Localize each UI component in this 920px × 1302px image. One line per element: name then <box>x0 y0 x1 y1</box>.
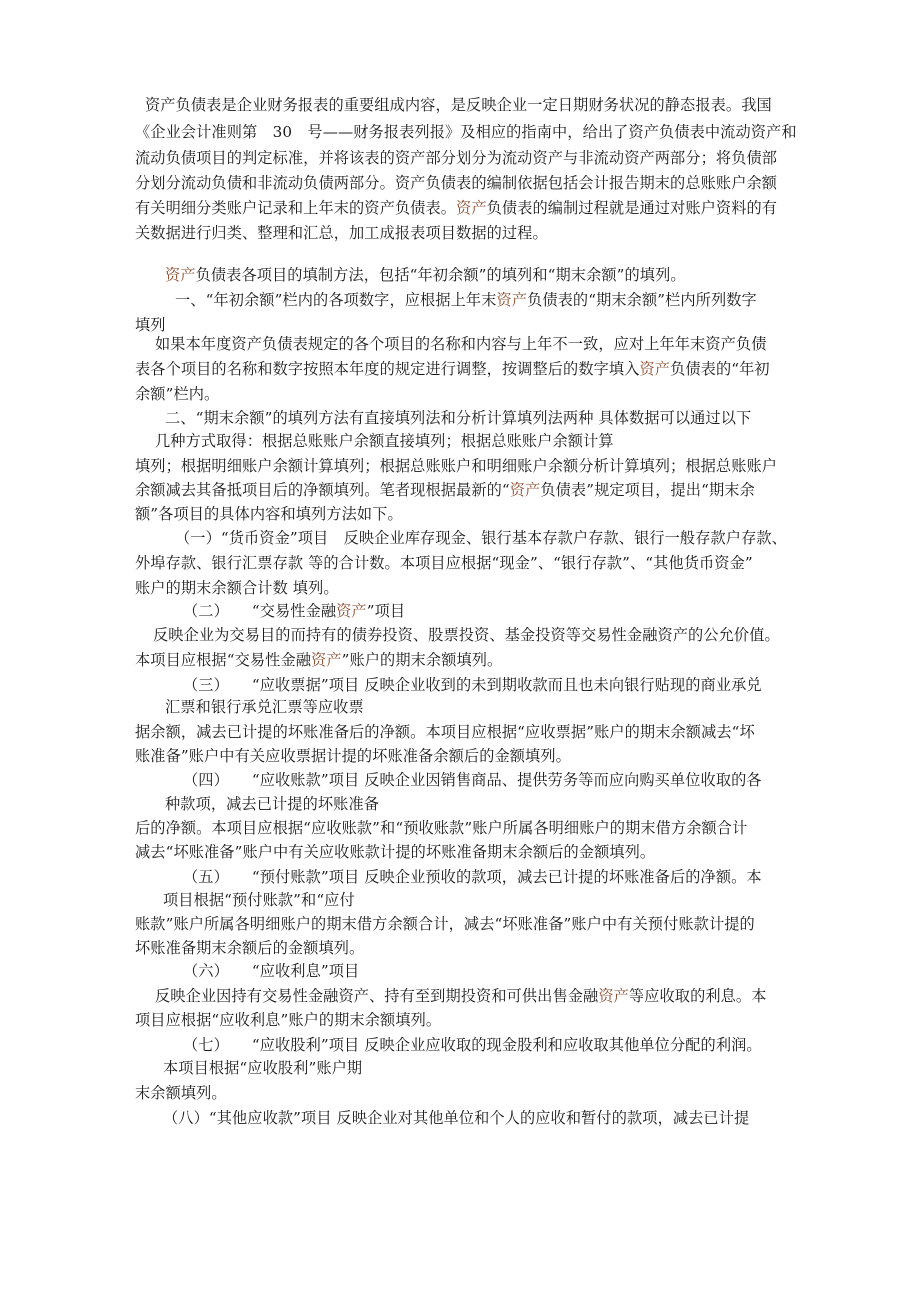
highlighted-term: 资产 <box>456 199 487 217</box>
text-segment: 有关明细分类账户记录和上年末的资产负债表。 <box>135 199 457 217</box>
text-line <box>135 480 755 500</box>
text-segment: 项目根据“预付账款”和“应付 <box>163 891 355 909</box>
text-segment: 关数据进行归类、整理和汇总，加工成报表项目数据的过程。 <box>135 224 548 242</box>
text-segment: 余额减去其备抵项目后的净额填列。笔者现根据最新的“ <box>135 481 510 499</box>
text-segment: 负债表各项目的填制方法，包括“年初余额”的填列和“期末余额”的填列。 <box>195 266 686 284</box>
text-line <box>183 1035 762 1055</box>
highlighted-term: 资产 <box>639 360 671 378</box>
text-line <box>135 578 339 598</box>
text-line <box>165 794 379 814</box>
text-segment: （四） “应收账款”项目 反映企业因销售商品、提供劳务等而应向购买单位收取的各 <box>183 771 762 789</box>
highlighted-term: 资产 <box>598 987 629 1005</box>
text-segment: 二、“期末余额”的填列方法有直接填列法和分析计算填列法两种 具体数据可以通过以下 <box>165 409 752 427</box>
text-line <box>163 1058 362 1078</box>
text-segment: （八）“其他应收款”项目 反映企业对其他单位和个人的应收和暂付的款项，减去已计提 <box>163 1109 750 1127</box>
text-line <box>163 890 355 910</box>
text-segment: 本项目应根据“交易性金融 <box>135 651 312 669</box>
text-segment: 资产负债表是企业财务报表的重要组成内容，是反映企业一定日期财务状况的静态报表。我国 <box>145 96 772 114</box>
text-segment: 反映企业为交易目的而持有的债券投资、股票投资、基金投资等交易性金融资产的公允价值。 <box>153 626 780 644</box>
text-line <box>163 1108 749 1128</box>
text-line <box>135 553 753 573</box>
text-segment: 后的净额。本项目应根据“应收账款”和“预收账款”账户所属各明细账户的期末借方余额合计 <box>135 819 748 837</box>
text-line <box>135 122 797 142</box>
text-segment: 账准备”账户中有关应收票据计提的坏账准备余额后的金额填列。 <box>135 747 571 765</box>
text-segment: 几种方式取得：根据总账账户余额直接填列；根据总账账户余额计算 <box>155 432 614 450</box>
text-segment: （七） “应收股利”项目 反映企业应收取的现金股利和应收取其他单位分配的利润。 <box>183 1036 762 1054</box>
text-line <box>135 722 755 742</box>
text-line <box>135 173 777 193</box>
text-segment: （三） “应收票据”项目 反映企业收到的未到期收款而且也未向银行贴现的商业承兑 <box>183 676 762 694</box>
text-segment: 《企业会计准则第 30 号——财务报表列报》及相应的指南中，给出了资产负债表中流动资产和 <box>135 123 797 141</box>
text-line <box>165 265 686 285</box>
text-segment: 一、“年初余额”栏内的各项数字，应根据上年末 <box>175 291 497 309</box>
text-line <box>175 290 757 310</box>
highlighted-term: 资产 <box>311 651 342 669</box>
text-segment: 项目应根据“应收利息”账户的期末余额填列。 <box>135 1011 442 1029</box>
text-segment: 表各个项目的名称和数字按照本年度的规定进行调整，按调整后的数字填入 <box>135 360 640 378</box>
text-segment: 账款”账户所属各明细账户的期末借方余额合计，减去“坏账准备”账户中有关预付账款计提的 <box>135 915 755 933</box>
text-line <box>155 431 614 451</box>
text-line <box>165 697 364 717</box>
text-segment: （二） “交易性金融 <box>183 602 337 620</box>
text-line <box>183 961 359 981</box>
highlighted-term: 资产 <box>509 481 541 499</box>
text-line <box>135 223 548 243</box>
text-line <box>183 770 762 790</box>
text-line <box>135 384 219 404</box>
text-segment: 反映企业因持有交易性金融资产、持有至到期投资和可供出售金融 <box>155 987 599 1005</box>
text-line <box>135 456 777 476</box>
text-segment: 额”各项目的具体内容和填列方法如下。 <box>135 505 403 523</box>
text-line <box>135 914 755 934</box>
text-line <box>135 1083 227 1103</box>
text-segment: 种款项，减去已计提的坏账准备 <box>165 795 380 813</box>
text-line <box>183 867 762 887</box>
text-line <box>183 675 762 695</box>
text-line <box>135 504 403 524</box>
text-segment: （五） “预付账款”项目 反映企业预收的款项，减去已计提的坏账准备后的净额。本 <box>183 868 762 886</box>
text-line <box>135 198 777 218</box>
text-line <box>135 818 747 838</box>
text-line <box>155 986 767 1006</box>
text-segment: 减去“坏账准备”账户中有关应收账款计提的坏账准备期末余额后的金额填列。 <box>135 843 656 861</box>
text-segment: 负债表”规定项目，提出“期末余 <box>540 481 755 499</box>
text-line <box>135 359 770 379</box>
text-segment: 负债表的“期末余额”栏内所列数字 <box>527 291 757 309</box>
text-line <box>135 1010 441 1030</box>
text-line <box>135 842 655 862</box>
text-line <box>155 334 767 354</box>
text-segment: 等应收取的利息。本 <box>628 987 767 1005</box>
text-line <box>165 408 751 428</box>
text-line <box>175 528 787 548</box>
text-segment: 负债表的编制过程就是通过对账户资料的有 <box>486 199 778 217</box>
text-segment: （六） “应收利息”项目 <box>183 962 360 980</box>
text-segment: 据余额，减去已计提的坏账准备后的净额。本项目应根据“应收票据”账户的期末余额减去“坏 <box>135 723 755 741</box>
text-segment: 填列；根据明细账户余额计算填列；根据总账账户和明细账户余额分析计算填列；根据总账账户 <box>135 457 778 475</box>
text-segment: 账户的期末余额合计数 填列。 <box>135 579 339 597</box>
text-segment: （一）“货币资金”项目 反映企业库存现金、银行基本存款户存款、银行一般存款户存款、 <box>175 529 787 547</box>
text-segment: 坏账准备期末余额后的金额填列。 <box>135 939 365 957</box>
text-segment: 填列 <box>135 316 166 334</box>
text-line <box>135 938 364 958</box>
highlighted-term: 资产 <box>496 291 528 309</box>
text-line <box>135 315 166 335</box>
text-segment: 如果本年度资产负债表规定的各个项目的名称和内容与上年不一致，应对上年年末资产负债 <box>155 335 767 353</box>
text-segment: 本项目根据“应收股利”账户期 <box>163 1059 363 1077</box>
text-segment: ”账户的期末余额填列。 <box>341 651 503 669</box>
text-line <box>135 650 502 670</box>
text-line <box>135 746 571 766</box>
text-line <box>183 601 405 621</box>
text-segment: 汇票和银行承兑汇票等应收票 <box>165 698 364 716</box>
text-segment: ”项目 <box>366 602 406 620</box>
highlighted-term: 资产 <box>336 602 367 620</box>
text-line <box>135 148 777 168</box>
text-line <box>145 95 772 115</box>
text-segment: 分划分流动负债和非流动负债两部分。资产负债表的编制依据包括会计报告期末的总账账户余额 <box>135 174 778 192</box>
text-segment: 末余额填列。 <box>135 1084 227 1102</box>
highlighted-term: 资产 <box>165 266 196 284</box>
text-line <box>153 625 780 645</box>
text-segment: 外埠存款、银行汇票存款 等的合计数。本项目应根据“现金”、“银行存款”、“其他货币资金” <box>135 554 753 572</box>
text-segment: 流动负债项目的判定标准，并将该表的资产部分划分为流动资产与非流动资产两部分；将负债部 <box>135 149 778 167</box>
text-segment: 余额”栏内。 <box>135 385 220 403</box>
text-segment: 负债表的“年初 <box>670 360 770 378</box>
